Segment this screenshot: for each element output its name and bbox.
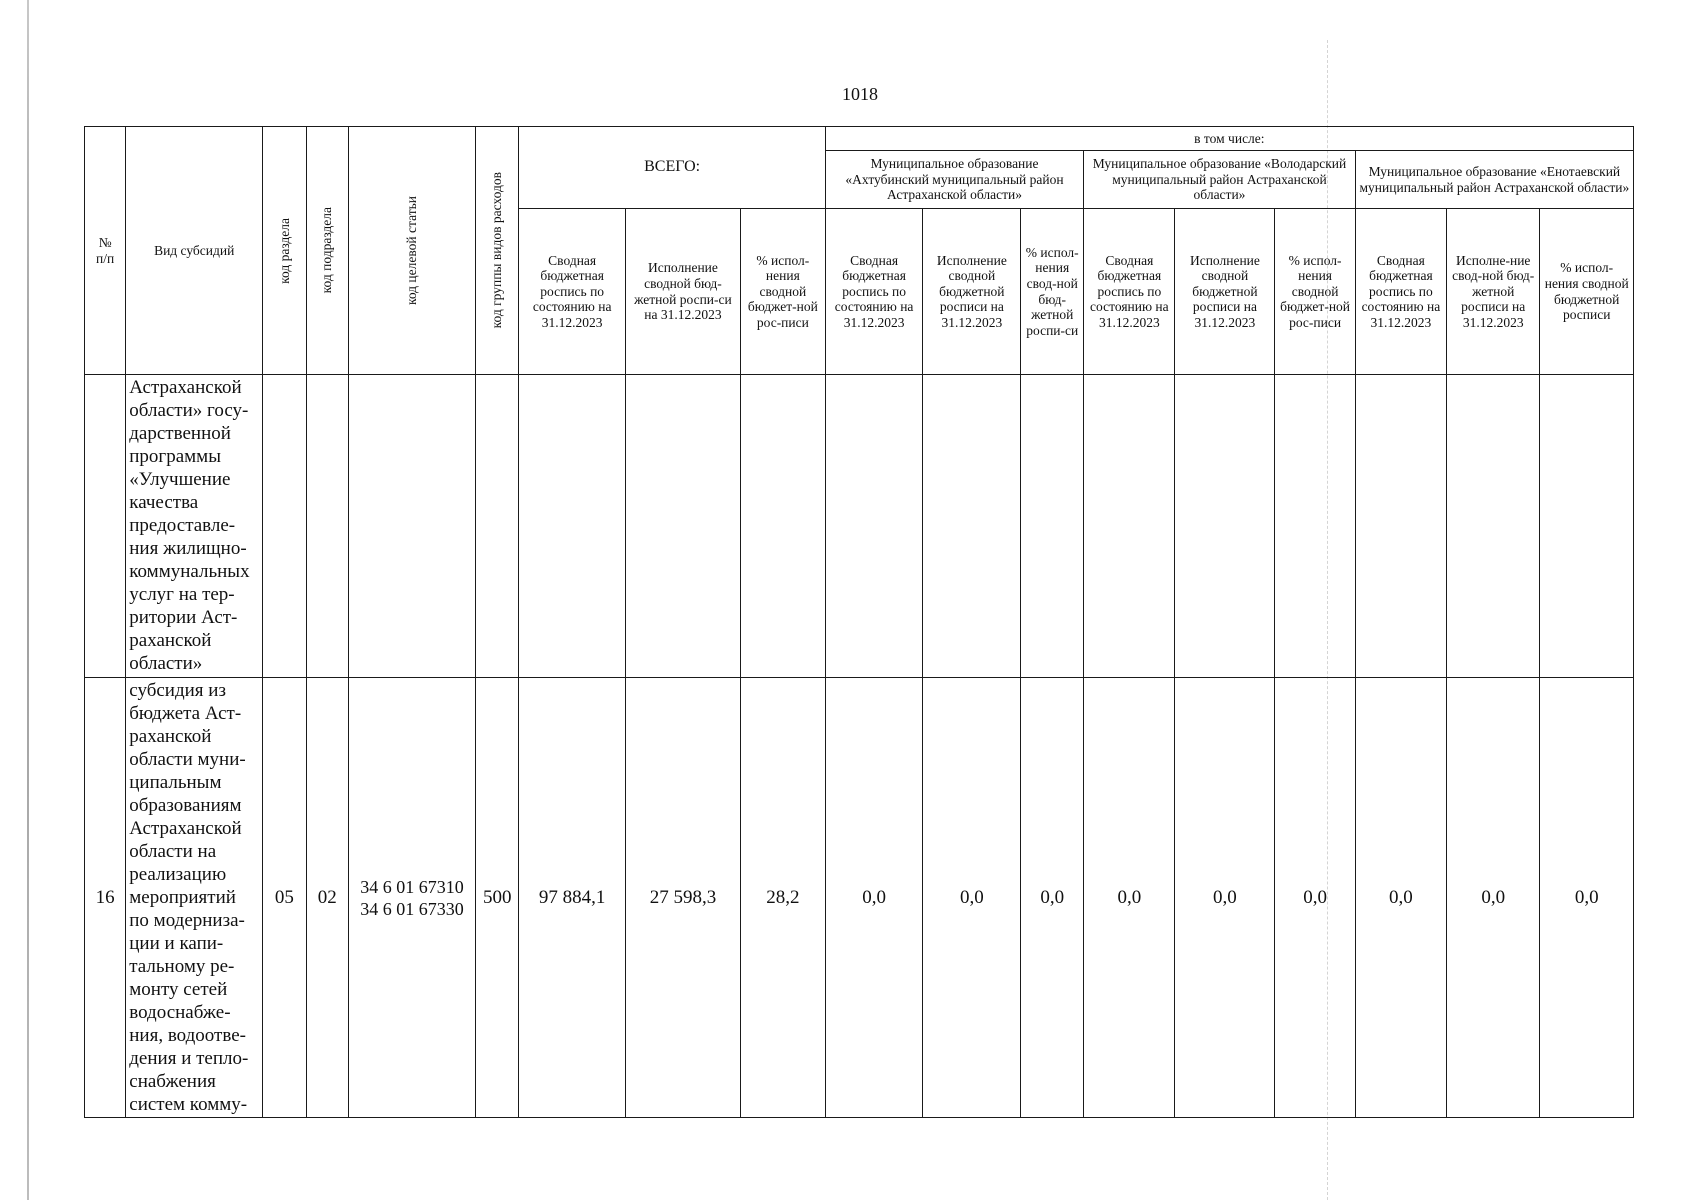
header-expense-group-code: код группы видов расходов	[476, 127, 519, 375]
row-target	[348, 375, 475, 678]
row-m1-percent	[1021, 375, 1084, 678]
header-total-plan: Сводная бюджетная роспись по состоянию на 31.12.2023	[519, 209, 625, 375]
table-body	[85, 375, 1634, 1118]
header-kind: Вид субсидий	[126, 127, 263, 375]
header-m3-execution: Исполне-ние свод-ной бюд-жетной росписи на 31.12.2023	[1447, 209, 1540, 375]
header-m2-percent: % испол-нения сводной бюджет-ной рос-писи	[1275, 209, 1355, 375]
header-including: в том числе:	[825, 127, 1633, 151]
row-m2-plan: 0,0	[1084, 678, 1175, 1118]
header-municipality-akhtubinsky: Муниципальное образование «Ахтубинский муниципальный район Астраханской области»	[825, 151, 1084, 209]
header-target-code: код целевой статьи	[348, 127, 475, 375]
row-m3-plan	[1355, 375, 1446, 678]
row-m1-execution: 0,0	[923, 678, 1021, 1118]
header-total-percent: % испол-нения сводной бюджет-ной рос-писи	[741, 209, 826, 375]
header-m2-plan: Сводная бюджетная роспись по состоянию на 31.12.2023	[1084, 209, 1175, 375]
row-description: субсидия из бюджета Аст-раханской области муни-ципальным образованиям Астраханской области на реализацию мероприятий по модерниза-ции и капи-тальному ре-монту сетей водоснабже-ния, водоотве-дения и тепло-снабжения систем комму-	[126, 678, 263, 1118]
row-no	[85, 375, 126, 678]
row-total-plan: 97 884,1	[519, 678, 625, 1118]
row-target: 34 6 01 67310 34 6 01 67330	[348, 678, 475, 1118]
row-m3-percent: 0,0	[1540, 678, 1634, 1118]
table-row	[85, 678, 1634, 1118]
row-total-percent: 28,2	[741, 678, 826, 1118]
subsidy-table	[84, 126, 1634, 1118]
row-group	[476, 375, 519, 678]
row-total-execution: 27 598,3	[625, 678, 740, 1118]
row-total-execution	[625, 375, 740, 678]
row-m2-percent: 0,0	[1275, 678, 1355, 1118]
row-m2-execution: 0,0	[1175, 678, 1275, 1118]
page-number: 1018	[842, 84, 878, 104]
row-m3-execution: 0,0	[1447, 678, 1540, 1118]
row-subsection	[306, 375, 348, 678]
row-m2-execution	[1175, 375, 1275, 678]
header-municipality-volodarsky: Муниципальное образование «Володарский муниципальный район Астраханской области»	[1084, 151, 1356, 209]
row-m3-execution	[1447, 375, 1540, 678]
header-subsection-code: код подраздела	[306, 127, 348, 375]
row-m1-plan	[825, 375, 923, 678]
row-m2-plan	[1084, 375, 1175, 678]
header-municipality-enotaevsky: Муниципальное образование «Енотаевский муниципальный район Астраханской области»	[1355, 151, 1633, 209]
table-header	[85, 127, 1634, 375]
row-total-plan	[519, 375, 625, 678]
row-total-percent	[741, 375, 826, 678]
row-section: 05	[263, 678, 306, 1118]
row-no: 16	[85, 678, 126, 1118]
scan-edge	[27, 0, 29, 1200]
row-m1-execution	[923, 375, 1021, 678]
row-description: Астраханской области» госу-дарственной программы «Улучшение качества предоставле-ния жилищно-коммунальных услуг на тер-ритории Аст-раханской области»	[126, 375, 263, 678]
row-m2-percent	[1275, 375, 1355, 678]
header-section-code: код раздела	[263, 127, 306, 375]
row-section	[263, 375, 306, 678]
header-total-execution: Исполнение сводной бюд-жетной роспи-си на 31.12.2023	[625, 209, 740, 375]
header-m1-execution: Исполнение сводной бюджетной росписи на 31.12.2023	[923, 209, 1021, 375]
header-total: ВСЕГО:	[519, 127, 825, 209]
header-m1-percent: % испол-нения свод-ной бюд-жетной роспи-си	[1021, 209, 1084, 375]
header-m2-execution: Исполнение сводной бюджетной росписи на 31.12.2023	[1175, 209, 1275, 375]
header-no: № п/п	[85, 127, 126, 375]
row-subsection: 02	[306, 678, 348, 1118]
header-m3-plan: Сводная бюджетная роспись по состоянию на 31.12.2023	[1355, 209, 1446, 375]
row-group: 500	[476, 678, 519, 1118]
row-m1-plan: 0,0	[825, 678, 923, 1118]
table-row	[85, 375, 1634, 678]
header-m1-plan: Сводная бюджетная роспись по состоянию на 31.12.2023	[825, 209, 923, 375]
header-m3-percent: % испол-нения сводной бюджетной росписи	[1540, 209, 1634, 375]
row-m3-percent	[1540, 375, 1634, 678]
row-m1-percent: 0,0	[1021, 678, 1084, 1118]
row-m3-plan: 0,0	[1355, 678, 1446, 1118]
